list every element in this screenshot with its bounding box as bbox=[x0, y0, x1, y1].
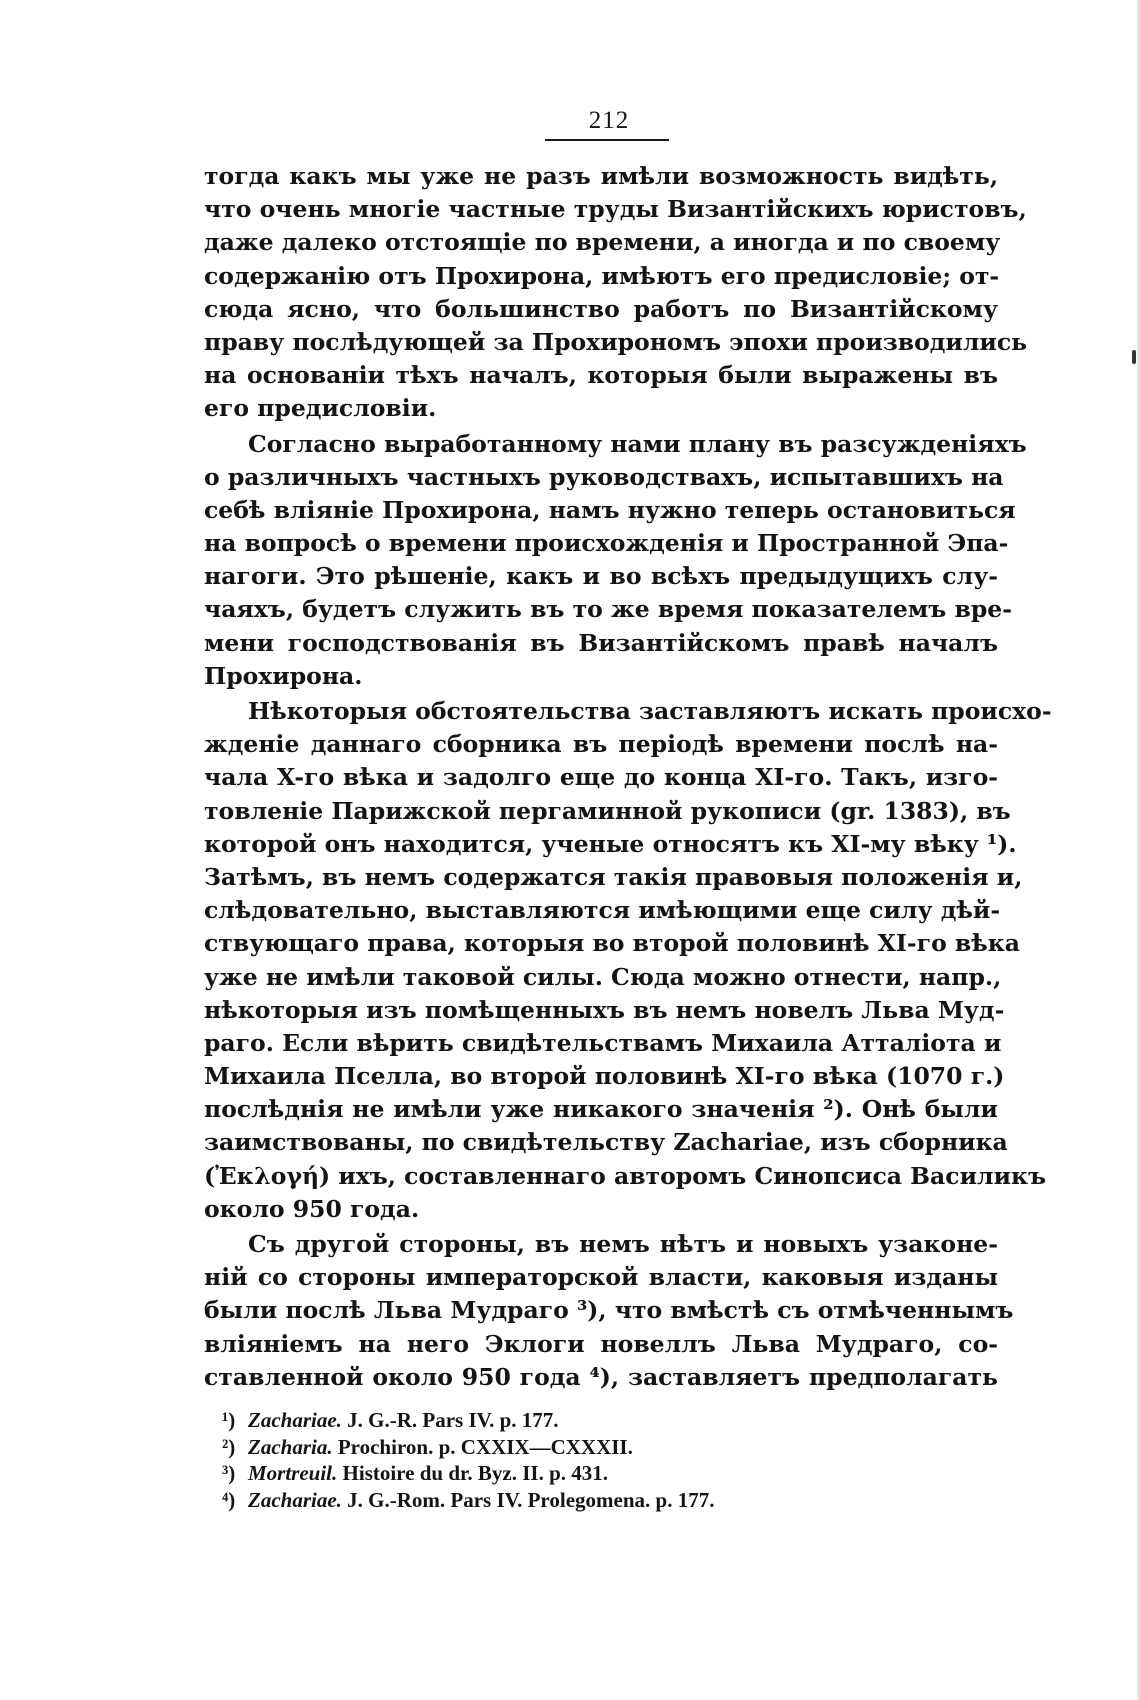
footnote bbox=[222, 1460, 982, 1487]
paragraph bbox=[204, 695, 1052, 1226]
text-line: что очень многіе частные труды Византійскихъ юристовъ, bbox=[204, 195, 1027, 224]
text-line: уже не имѣли таковой силы. Сюда можно отнести, напр., bbox=[204, 962, 1002, 991]
text-line: Нѣкоторыя обстоятельства заставляютъ искать происхо- bbox=[248, 697, 1052, 725]
footnote-mark: ²) bbox=[222, 1434, 236, 1459]
footnote-author: Mortreuil. bbox=[248, 1461, 338, 1485]
text-line: о различныхъ частныхъ руководствахъ, испытавшихъ на bbox=[204, 462, 1004, 491]
footnote-author: Zachariae. bbox=[248, 1408, 342, 1432]
text-line: чала X-го вѣка и задолго еще до конца XI-го. Такъ, изго- bbox=[204, 763, 998, 792]
text-line: слѣдовательно, выставляются имѣющими еще силу дѣй- bbox=[204, 896, 1001, 925]
footnotes bbox=[222, 1407, 982, 1513]
text-line: около 950 года. bbox=[204, 1194, 420, 1223]
text-line: тогда какъ мы уже не разъ имѣли возможность видѣть, bbox=[204, 162, 998, 190]
page-number-rule bbox=[545, 139, 669, 141]
text-line: товленіе Парижской пергаминной рукописи (gr. 1383), въ bbox=[204, 796, 1011, 825]
text-line: послѣднія не имѣли уже никакого значенія ²). Онѣ были bbox=[204, 1095, 998, 1124]
text-line: нѣкоторыя изъ помѣщенныхъ въ немъ новелъ Льва Муд- bbox=[204, 995, 1005, 1024]
text-line: содержанію отъ Прохирона, имѣютъ его предисловіе; от- bbox=[204, 261, 1000, 290]
paragraph bbox=[204, 428, 1027, 694]
text-line: даже далеко отстоящіе по времени, а иногда и по своему bbox=[204, 228, 1001, 257]
text-line: Затѣмъ, въ немъ содержатся такія правовыя положенія и, bbox=[204, 862, 1023, 891]
text-line: которой онъ находится, ученые относятъ къ XI-му вѣку ¹). bbox=[204, 829, 1017, 858]
footnote-mark: ¹) bbox=[222, 1408, 236, 1432]
margin-speck bbox=[1132, 350, 1136, 364]
footnote-mark: ³) bbox=[222, 1461, 236, 1485]
text-line: праву послѣдующей за Прохирономъ эпохи производились bbox=[204, 327, 1028, 356]
text-line: чаяхъ, будетъ служить въ то же время показателемъ вре- bbox=[204, 595, 1012, 624]
paragraph bbox=[204, 1228, 1014, 1394]
text-line: Прохирона. bbox=[204, 661, 363, 690]
text-line: на вопросѣ о времени происхожденія и Пространной Эпа- bbox=[204, 529, 1009, 558]
text-line: ствующаго права, которыя во второй половинѣ XI-го вѣка bbox=[204, 929, 1020, 958]
text-line: заимствованы, по свидѣтельству Zachariae, изъ сборника bbox=[204, 1128, 1008, 1157]
footnote-mark: ⁴) bbox=[222, 1487, 236, 1512]
text-line: его предисловіи. bbox=[204, 394, 437, 423]
footnote-text: J. G.-R. Pars IV. p. 177. bbox=[347, 1408, 559, 1432]
text-line: сюда ясно, что большинство работъ по Византійскому bbox=[204, 294, 998, 323]
main-text bbox=[204, 160, 1052, 1394]
text-line: Михаила Пселла, во второй половинѣ XI-го вѣка (1070 г.) bbox=[204, 1062, 1005, 1091]
text-line: себѣ вліяніе Прохирона, намъ нужно теперь остановиться bbox=[204, 495, 1016, 524]
page-number: 212 bbox=[588, 107, 630, 134]
footnote-text: J. G.-Rom. Pars IV. Prolegomena. p. 177. bbox=[347, 1487, 715, 1512]
footnote bbox=[222, 1407, 982, 1434]
footnote bbox=[222, 1434, 982, 1461]
text-line: были послѣ Льва Мудраго ³), что вмѣстѣ съ отмѣченнымъ bbox=[204, 1296, 1014, 1325]
text-line: мени господствованія въ Византійскомъ правѣ началъ bbox=[204, 628, 998, 657]
text-line: ній со стороны императорской власти, каковыя изданы bbox=[204, 1263, 998, 1292]
paragraph bbox=[204, 160, 1028, 426]
footnote-text: Prochiron. p. CXXIX—CXXXII. bbox=[337, 1434, 633, 1459]
footnote-text: Histoire du dr. Byz. II. p. 431. bbox=[342, 1461, 608, 1485]
text-line: нагоги. Это рѣшеніе, какъ и во всѣхъ предыдущихъ слу- bbox=[204, 562, 998, 591]
text-line: (Ἐκλογή) ихъ, составленнаго авторомъ Синопсиса Василикъ bbox=[204, 1161, 1046, 1190]
text-line: вліяніемъ на него Эклоги новеллъ Льва Мудраго, со- bbox=[204, 1329, 998, 1358]
footnote bbox=[222, 1487, 982, 1514]
text-line: жденіе даннаго сборника въ періодѣ времени послѣ на- bbox=[204, 730, 998, 759]
text-line: на основаніи тѣхъ началъ, которыя были выражены въ bbox=[204, 361, 998, 390]
footnote-author: Zacharia. bbox=[248, 1434, 333, 1459]
text-line: ставленной около 950 года ⁴), заставляетъ предполагать bbox=[204, 1362, 998, 1391]
footnote-author: Zachariae. bbox=[248, 1487, 342, 1512]
text-line: раго. Если вѣрить свидѣтельствамъ Михаила Атталіота и bbox=[204, 1028, 1002, 1057]
text-line: Съ другой стороны, въ немъ нѣтъ и новыхъ узаконе- bbox=[248, 1230, 998, 1258]
text-line: Согласно выработанному нами плану въ разсужденіяхъ bbox=[248, 429, 1027, 458]
